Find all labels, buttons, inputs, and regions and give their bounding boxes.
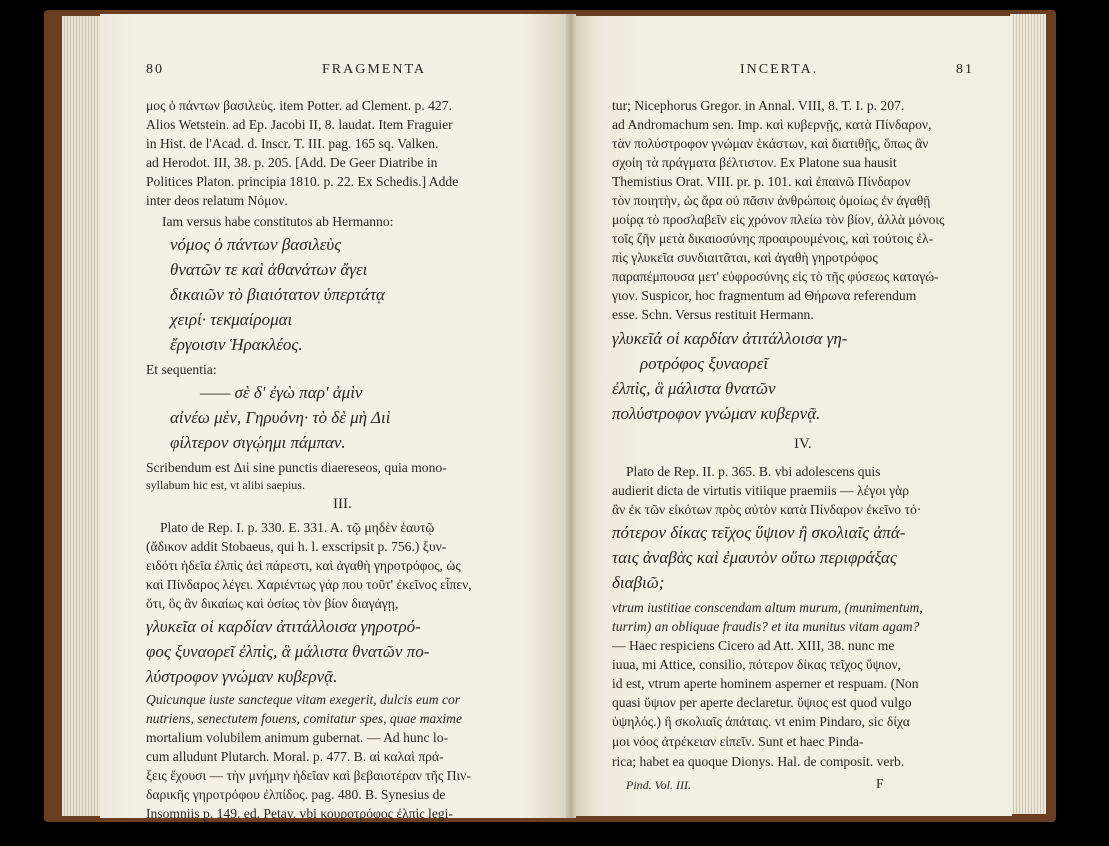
- left-verse-1: νόμος ὁ πάντων βασιλεὺς: [170, 235, 342, 254]
- left-line-6: inter deos relatum Νόμον.: [146, 193, 288, 208]
- left-line-32: ξεις ἔχουσι — τὴν μνήμην ἡδεῖαν καὶ βεβαιοτέραν τῆς Πιν-: [146, 768, 471, 783]
- right-line-19: audierit dicta de virtutis vitiique praemiis — λέγοι γὰρ: [612, 483, 910, 498]
- left-line-1: μος ὁ πάντων βασιλεὺς. item Potter. ad Clement. p. 427.: [146, 98, 452, 113]
- right-verse-5: πότερον δίκας τεῖχος ὕψιον ἢ σκολιαῖς ἀπά-: [612, 523, 906, 542]
- right-line-3: τὰν πολύστροφον γνώμαν ἑκάστων, καὶ διατιθῇς, ὅπως ἂν: [612, 136, 929, 151]
- right-line-8: τοῖς ζῆν μετὰ δικαιοσύνης προαιρουμένοις, καὶ τούτοις ἐλ-: [612, 231, 934, 246]
- right-line-6: τὸν ποιητὴν, ὡς ἄρα οὐ πᾶσιν ἀνθρώποις ὁμοίως ἐν ἀγαθῇ: [612, 193, 931, 208]
- right-line-32: rica; habet ea quoque Dionys. Hal. de composit. verb.: [612, 754, 905, 769]
- left-verse-5: ἔργοισιν Ἡρακλέος.: [170, 335, 303, 354]
- right-line-31: μοι νόος ἀτρέκειαν εἰπεῖν. Sunt et haec Pinda-: [612, 734, 864, 749]
- right-page-number: 81: [956, 62, 974, 77]
- left-line-30: mortalium volubilem animum gubernat. — Ad hunc lo-: [146, 730, 449, 745]
- right-line-26: — Haec respiciens Cicero ad Att. XIII, 38. nunc me: [612, 638, 895, 653]
- right-line-7: μοίρᾳ τὸ προσλαβεῖν εἰς χρόνον πλείω τὸν βίον, ἀλλὰ μόνοις: [612, 212, 945, 227]
- left-line-18: syllabum hic est, vt alibi saepius.: [146, 478, 305, 492]
- left-running-head: FRAGMENTA: [322, 62, 426, 77]
- right-line-11: γιον. Suspicor, hoc fragmentum ad Θήρωνα referendum: [612, 288, 917, 303]
- signature-letter: F: [876, 776, 884, 791]
- left-line-23: καὶ Πίνδαρος λέγει. Χαριέντως γάρ που τοῦτ' ἐκεῖνος εἶπεν,: [146, 577, 472, 592]
- left-verse-10: φος ξυναορεῖ ἐλπὶς, ἃ μάλιστα θνατῶν πο-: [146, 642, 430, 661]
- left-line-17: Scribendum est Διὶ sine punctis diaereseos, quia mono-: [146, 460, 447, 475]
- left-line-33: δαρικῆς γηροτρόφου ἐλπίδος. pag. 480. B. Synesius de: [146, 787, 446, 802]
- right-line-30: ὑψηλός.) ἢ σκολιαῖς ἀπάταις. vt enim Pindaro, sic δίχα: [612, 714, 910, 729]
- left-line-28: Quicunque iuste sancteque vitam exegerit, dulcis eum cor: [146, 692, 461, 707]
- right-line-20: ἂν ἐκ τῶν εἰκότων πρὸς αὐτὸν κατὰ Πίνδαρον ἐκεῖνο τό·: [612, 502, 922, 517]
- left-page-number: 80: [146, 62, 164, 77]
- right-verse-1: γλυκεῖά οἱ καρδίαν ἀτιτάλλοισα γη-: [612, 329, 848, 348]
- right-running-head: INCERTA.: [740, 62, 819, 77]
- right-line-2: ad Andromachum sen. Imp. καὶ κυβερνῇς, κατὰ Πίνδαρον,: [612, 117, 932, 132]
- left-line-22: ειδότι ἡδεῖα ἐλπὶς ἀεὶ πάρεστι, καὶ ἀγαθὴ γηροτρόφος, ὡς: [146, 558, 461, 573]
- right-verse-3: ἐλπὶς, ἃ μάλιστα θνατῶν: [612, 379, 776, 398]
- left-line-3: in Hist. de l'Acad. d. Inscr. T. III. pag. 165 sq. Valken.: [146, 136, 439, 151]
- left-line-20: Plato de Rep. I. p. 330. E. 331. A. τῷ μηδὲν ἑαυτῷ: [160, 520, 435, 535]
- right-line-5: Themistius Orat. VIII. pr. p. 101. καὶ ἐπαινῶ Πίνδαρον: [612, 174, 911, 189]
- right-line-1: tur; Nicephorus Gregor. in Annal. VIII, 8. T. I. p. 207.: [612, 98, 905, 113]
- book-gutter: [566, 14, 576, 818]
- left-verse-8: φίλτερον σιγῴημι πάμπαν.: [170, 433, 346, 452]
- right-line-9: πὶς γλυκεῖα συνδιαιτᾶται, καὶ ἀγαθὴ γηροτρόφος: [612, 250, 878, 265]
- left-line-31: cum alludunt Plutarch. Moral. p. 477. B. αἱ καλαὶ πρά-: [146, 749, 444, 764]
- left-line-7: Iam versus habe constitutos ab Hermanno:: [162, 214, 394, 229]
- left-line-24: ὅτι, ὃς ἂν δικαίως καὶ ὁσίως τὸν βίον διαγάγῃ,: [146, 596, 399, 611]
- right-line-24: vtrum iustitiae conscendam altum murum, (munimentum,: [612, 600, 923, 615]
- right-verse-7: διαβιῶ;: [612, 573, 665, 592]
- left-verse-9: γλυκεῖα οἱ καρδίαν ἀτιτάλλοισα γηροτρό-: [146, 617, 421, 636]
- right-line-29: quasi ὕψιον per aperte declaretur. ὕψιος est quod vulgo: [612, 695, 912, 710]
- right-line-18: Plato de Rep. II. p. 365. B. vbi adolescens quis: [626, 464, 881, 479]
- left-line-21: (ἄδικον addit Stobaeus, qui h. l. exscripsit p. 756.) ξυν-: [146, 539, 447, 554]
- section-heading-III: III.: [333, 496, 352, 512]
- right-line-4: σχοίη τὰ πράγματα βέλτιστον. Ex Platone sua hausit: [612, 155, 897, 170]
- left-line-34: Insomniis p. 149. ed. Petav. vbi κουροτρόφος ἐλπὶς legi-: [146, 806, 453, 821]
- right-line-28: id est, vtrum aperte hominem asperner et respuam. (Non: [612, 676, 919, 691]
- right-verse-4: πολύστροφον γνώμαν κυβερνᾷ.: [612, 404, 821, 423]
- left-verse-11: λύστροφον γνώμαν κυβερνᾷ.: [146, 667, 338, 686]
- left-verse-2: θνατῶν τε καὶ ἀθανάτων ἄγει: [170, 260, 368, 279]
- left-line-29: nutriens, senectutem fouens, comitatur spes, quae maxime: [146, 711, 462, 726]
- right-line-12: esse. Schn. Versus restituit Hermann.: [612, 307, 814, 322]
- section-heading-IV: IV.: [794, 436, 812, 452]
- left-line-5: Politices Platon. principia 1810. p. 22. Ex Schedis.] Adde: [146, 174, 459, 189]
- signature-mark: Pind. Vol. III.: [626, 778, 691, 792]
- left-line-2: Alios Wetstein. ad Ep. Jacobi II, 8. laudat. Item Fraguier: [146, 117, 453, 132]
- page-edges-right: [1010, 14, 1046, 814]
- right-verse-6: ταις ἀναβὰς καὶ ἐμαυτὸν οὕτω περιφράξας: [612, 548, 897, 567]
- page-edges-left: [62, 16, 102, 816]
- left-verse-3: δικαιῶν τὸ βιαιότατον ὑπερτάτᾳ: [170, 285, 385, 304]
- left-line-13: Et sequentia:: [146, 362, 217, 377]
- left-line-4: ad Herodot. III, 38. p. 205. [Add. De Geer Diatribe in: [146, 155, 438, 170]
- right-line-25: turrim) an obliquae fraudis? et ita munitus vitam agam?: [612, 619, 920, 634]
- left-verse-4: χειρί· τεκμαίρομαι: [170, 310, 293, 329]
- left-verse-6: —— σὲ δ' ἐγὼ παρ' ἀμὶν: [200, 383, 363, 402]
- right-verse-2: ροτρόφος ξυναορεῖ: [640, 354, 769, 373]
- left-verse-7: αἰνέω μὲν, Γηρυόνη· τὸ δὲ μὴ Διὶ: [170, 408, 391, 427]
- right-line-27: iuua, mi Attice, consilio, πότερον δίκας τεῖχος ὕψιον,: [612, 657, 902, 672]
- right-line-10: παραπέμπουσα μετ' εὐφροσύνης εἰς τὸ τῆς φύσεως καταγώ-: [612, 269, 939, 284]
